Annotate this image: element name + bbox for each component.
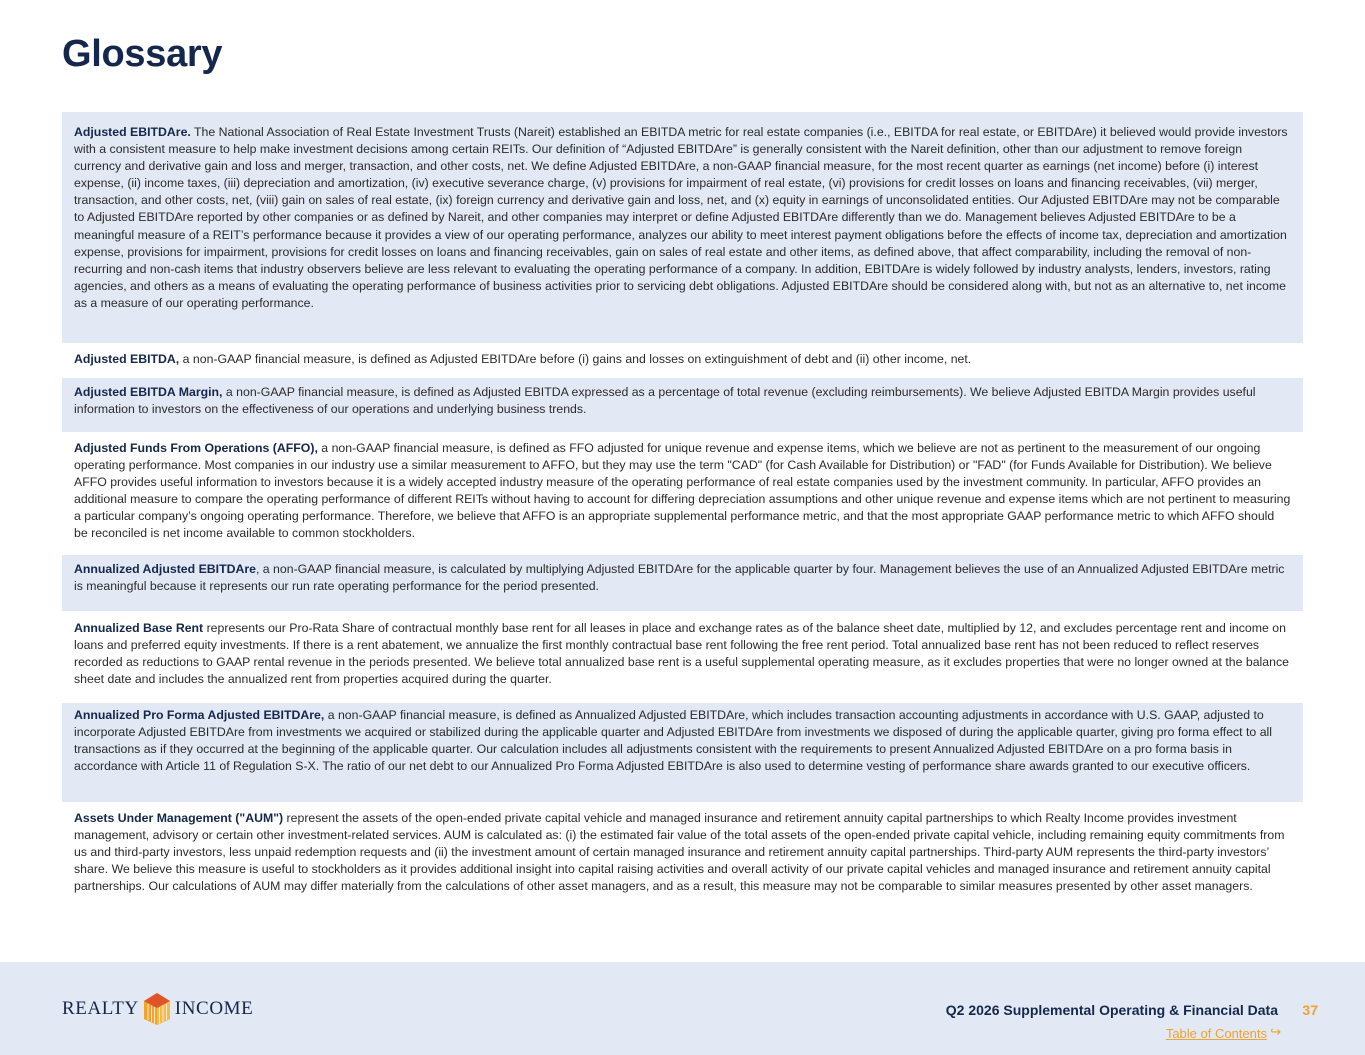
- glossary-entry-affo: [62, 432, 1303, 555]
- glossary-entry-aum: [62, 802, 1303, 924]
- table-of-contents-link[interactable]: Table of Contents: [1165, 1026, 1267, 1041]
- report-caption: Q2 2026 Supplemental Operating & Financial Data: [945, 1002, 1278, 1018]
- glossary-entry-adjusted-ebitdare: [62, 112, 1303, 343]
- glossary-definition: a non-GAAP financial measure, is defined as Adjusted EBITDAre before (i) gains and losses on extinguishment of debt and (ii) other income, net.: [179, 352, 972, 366]
- glossary-definition: represents our Pro-Rata Share of contractual monthly base rent for all leases in place and exchange rates as of the balance sheet date, multiplied by 12, and excludes percentage rent and income on loans and preferred equity investments. If there is a rent abatement, we annualize the first monthly contractual base rent following the free rent period. Total annualized base rent has not been reduced to reflect reserves recorded as reductions to GAAP rental revenue in the periods presented. We believe total annualized base rent is a useful supplemental operating measure, as it excludes properties that were no longer owned at the balance sheet date and includes the annualized rent from properties acquired during the quarter.: [74, 621, 1289, 687]
- page-title: Glossary: [62, 33, 223, 75]
- glossary-definition: a non-GAAP financial measure, is defined as Annualized Adjusted EBITDAre, which includes transaction accounting adjustments in accordance with U.S. GAAP, adjusted to incorporate Adjusted EBITDAre from investments we acquired or stabilized during the applicable quarter and Adjusted EBITDAre from investments we disposed of during the applicable quarter, giving pro forma effect to all transactions as if they occurred at the beginning of the applicable quarter. Our calculation includes all adjustments consistent with the requirements to present Annualized Adjusted EBITDAre on a pro forma basis in accordance with Article 11 of Regulation S-X. The ratio of our net debt to our Annualized Pro Forma Adjusted EBITDAre is also used to determine vesting of performance share awards granted to our executive officers.: [74, 708, 1272, 774]
- glossary-term: Annualized Pro Forma Adjusted EBITDAre,: [74, 708, 325, 722]
- glossary-definition: The National Association of Real Estate Investment Trusts (Nareit) established an EBITDA metric for real estate companies (i.e., EBITDA for real estate, or EBITDAre) it believed would provide investors with a consistent measure to help make investment decisions among certain REITs. Our definition of “Adjusted EBITDAre” is generally consistent with the Nareit definition, other than our adjustment to remove foreign currency and derivative gain and loss and merger, transaction, and other costs, net. We define Adjusted EBITDAre, a non-GAAP financial measure, for the most recent quarter as earnings (net income) before (i) interest expense, (ii) income taxes, (iii) depreciation and amortization, (iv) executive severance charge, (v) provisions for impairment of real estate, (vi) provisions for credit losses on loans and financing receivables, (vii) merger, transaction, and other costs, net, (viii) gain on sales of real estate, (ix) foreign currency and derivative gain and loss, net, and (x) equity in earnings of unconsolidated entities. Our Adjusted EBITDAre may not be comparable to Adjusted EBITDAre reported by other companies or as defined by Nareit, and other companies may interpret or define Adjusted EBITDAre differently than we do. Management believes Adjusted EBITDAre to be a meaningful measure of a REIT’s performance because it provides a view of our operating performance, analyzes our ability to meet interest payment obligations before the effects of income tax, depreciation and amortization expense, provisions for impairment, provisions for credit losses on loans and financing receivables, gain on sales of real estate and other items, as defined above, that affect comparability, including the removal of non-recurring and non-cash items that industry observers believe are less relevant to evaluating the operating performance of a company. In addition, EBITDAre is widely followed by industry analysts, lenders, investors, rating agencies, and others as a means of evaluating the operating performance of business activities prior to servicing debt obligations. Adjusted EBITDAre should be considered along with, but not as an alternative to, net income as a measure of our operating performance.: [74, 125, 1288, 310]
- glossary-term: Annualized Adjusted EBITDAre: [74, 562, 256, 576]
- glossary-definition: represent the assets of the open-ended private capital vehicle and managed insurance and retirement annuity capital partnerships to which Realty Income provides investment management, advisory or certain other investment-related services. AUM is calculated as: (i) the estimated fair value of the total assets of the open-ended private capital vehicle, including remaining equity commitments from us and third-party investors, less unpaid redemption requests and (ii) the investment amount of certain managed insurance and retirement annuity capital partnerships. Third-party AUM represents the third-party investors’ share. We believe this measure is useful to stockholders as it provides additional insight into capital raising activities and overall activity of our private capital vehicles and managed insurance and retirement annuity capital partnerships. Our calculations of AUM may differ materially from the calculations of other asset managers, and as a result, this measure may not be comparable to similar measures presented by other asset managers.: [74, 811, 1285, 894]
- glossary-term: Adjusted EBITDA,: [74, 352, 180, 366]
- glossary-term: Annualized Base Rent: [74, 621, 204, 635]
- return-arrow-icon[interactable]: ↪: [1270, 1024, 1281, 1039]
- glossary-entry-annualized-pro-forma-adjusted-ebitdare: [62, 703, 1303, 802]
- glossary-entry-annualized-adjusted-ebitdare: [62, 555, 1303, 611]
- realty-income-logo: [62, 992, 253, 1026]
- glossary-definition: , a non-GAAP financial measure, is calculated by multiplying Adjusted EBITDAre for the applicable quarter by four. Management believes the use of an Annualized Adjusted EBITDAre metric is meaningful because it represents our run rate operating performance for the period presented.: [74, 562, 1285, 594]
- glossary-term: Adjusted Funds From Operations (AFFO),: [74, 441, 318, 455]
- glossary-entry-adjusted-ebitda: [62, 343, 1303, 378]
- glossary-entry-annualized-base-rent: [62, 611, 1303, 703]
- glossary-definition: a non-GAAP financial measure, is defined as FFO adjusted for unique revenue and expense items, which we believe are not as pertinent to the measurement of our ongoing operating performance. Most companies in our industry use a similar measurement to AFFO, but they may use the term "CAD" (for Cash Available for Distribution) or "FAD" (for Funds Available for Distribution). We believe AFFO provides useful information to investors because it is a widely accepted industry measure of the operating performance of real estate companies used by the investment community. In particular, AFFO provides an additional measure to compare the operating performance of different REITs without having to account for differing depreciation assumptions and other unique revenue and expense items which are not pertinent to measuring a particular company’s ongoing operating performance. Therefore, we believe that AFFO is an appropriate supplemental performance metric, and that the most appropriate GAAP performance metric to which AFFO should be reconciled is net income available to common stockholders.: [74, 441, 1291, 541]
- glossary-definition: a non-GAAP financial measure, is defined as Adjusted EBITDA expressed as a percentage of total revenue (excluding reimbursements). We believe Adjusted EBITDA Margin provides useful information to investors on the effectiveness of our operations and underlying business trends.: [74, 385, 1256, 417]
- glossary-term: Adjusted EBITDAre.: [74, 125, 191, 139]
- page-footer: [0, 962, 1365, 1055]
- glossary-list: [62, 112, 1303, 924]
- logo-word-right: INCOME: [174, 998, 254, 1019]
- glossary-term: Assets Under Management ("AUM"): [74, 811, 284, 825]
- glossary-entry-adjusted-ebitda-margin: [62, 378, 1303, 432]
- logo-building-icon: [142, 992, 172, 1026]
- glossary-term: Adjusted EBITDA Margin,: [74, 385, 223, 399]
- page-number: 37: [1302, 1002, 1318, 1018]
- logo-word-left: REALTY: [62, 998, 139, 1019]
